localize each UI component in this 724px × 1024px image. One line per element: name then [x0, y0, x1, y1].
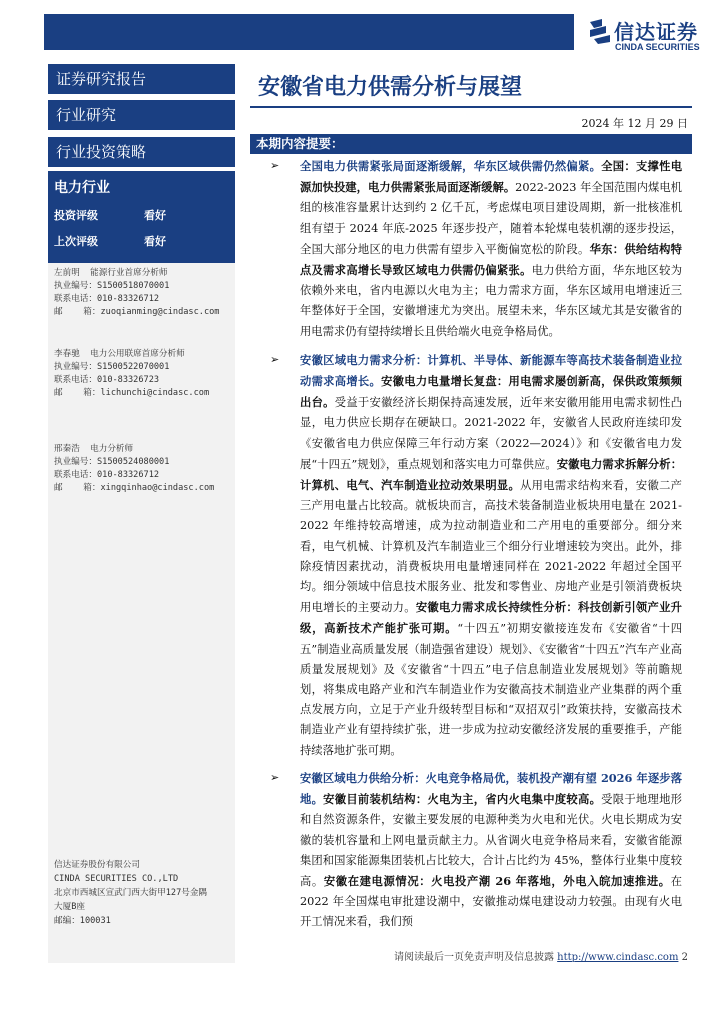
analyst-card [54, 348, 209, 400]
analyst-card [54, 267, 219, 319]
analyst-name: 左前明 能源行业首席分析师 [54, 268, 168, 278]
company-info [54, 858, 207, 928]
analyst-phone: 联系电话：010-83326712 [54, 294, 160, 304]
header-stripe [44, 14, 574, 50]
analyst-name: 李春驰 电力公用联席首席分析师 [54, 349, 185, 359]
category-label: 行业研究 [48, 100, 235, 130]
analyst-phone: 联系电话：010-83326712 [54, 470, 160, 480]
website-link[interactable]: http://www.cindasc.com [557, 952, 679, 963]
bullet-arrow-icon: ➢ [270, 770, 280, 784]
logo-text-cn: 信达证券 [614, 20, 698, 44]
disclaimer-note: 请阅读最后一页免责声明及信息披露 [393, 952, 554, 963]
prev-rating-label: 上次评级 [54, 235, 98, 248]
analyst-email[interactable]: 邮 箱：lichunchi@cindasc.com [54, 388, 210, 398]
prev-rating-value: 看好 [144, 235, 166, 248]
strategy-label: 行业投资策略 [48, 137, 235, 167]
logo-text-en: CINDA SECURITIES [615, 42, 700, 52]
summary-paragraph: ➢ 安徽区域电力供给分析：火电竞争格局优，装机投产潮有望 2026 年逐步落地。安徽目前装机结构：火电为主，省内火电集中度较高。受限于地理地形和自然资源条件，安徽主要发展的电源种类为火电和光伏。火电长期成为安徽的装机容量和上网电量贡献主力。从省调火电竞争格局来看，安徽省能源集团和国家能源集团装机占比较大，合计占比约为 45%，整体行业集中度较高。安徽在建电源情况：火电投产潮 26 年落地，外电入皖加速推进。在 2022 年全国煤电审批建设潮中，安徽推动煤电建设动力较强。由现有火电开工情况来看，我们预 [250, 768, 692, 933]
page-title: 安徽省电力供需分析与展望 [258, 75, 523, 100]
page-number: 2 [681, 952, 688, 963]
analyst-card [54, 443, 214, 495]
company-name-cn: 信达证券股份有限公司 [54, 860, 140, 870]
analyst-cert: 执业编号：S1500522070001 [54, 362, 170, 372]
rating-panel [48, 171, 235, 263]
analyst-name: 邢秦浩 电力分析师 [54, 444, 134, 454]
company-logo [588, 10, 708, 56]
bullet-arrow-icon: ➢ [270, 352, 280, 366]
report-date: 2024 年 12 月 29 日 [581, 117, 688, 130]
analyst-cert: 执业编号：S1500524080001 [54, 457, 170, 467]
company-postcode: 邮编：100031 [54, 916, 111, 926]
page-footer [394, 948, 688, 963]
company-address: 北京市西城区宣武门西大街甲127号金隅 [54, 888, 208, 898]
bullet-arrow-icon: ➢ [270, 159, 280, 172]
analyst-phone: 联系电话：010-83326723 [54, 375, 160, 385]
company-address-cont: 大厦B座 [54, 902, 85, 912]
logo-mark-icon [588, 18, 612, 44]
summary-bullets [250, 156, 692, 933]
summary-paragraph: ➢ 安徽区域电力需求分析：计算机、半导体、新能源车等高技术装备制造业拉动需求高增长。安徽电力电量增长复盘：用电需求屡创新高，保供政策频频出台。受益于安徽经济长期保持高速发展，近年来安徽用能用电需求韧性凸显，电力供应长期存在硬缺口。2021-2022 年，安徽省人民政府连续印发《安徽省电力供应保障三年行动方案（2022—2024）》和《安徽省电力发展“十四五”规划》，重点规划和落实电力可靠供应。安徽电力需求拆解分析：计算机、电气、汽车制造业拉动效果明显。从用电需求结构来看，安徽二产三产用电量占比较高。就板块而言，高技术装备制造业板块用电量在 2021-2022 年维持较高增速，成为拉动制造业和二产用电的重要部分。细分来看，电气机械、计算机及汽车制造业三个细分行业增速较为突出。此外，排除疫情因素扰动，消费板块用电量增速同样在 2021-2022 年超过全国平均。细分领域中信息技术服务业、批发和零售业、房地产业是引领消费板块用电增长的主要动力。安徽电力需求成长持续性分析：科技创新引领产业升级，高新技术产能扩张可期。“十四五”初期安徽接连发布《安徽省“十四五”制造业高质量发展（制造强省建设）规划》、《安徽省“十四五”汽车产业高质量发展规划》及《安徽省“十四五”电子信息制造业发展规划》等前瞻规划，将集成电路产业和汽车制造业作为安徽高技术制造业产业集群的两个重点发展方向，立足于产业升级转型目标和“双招双引”政策扶持，安徽高技术制造业产业有望持续扩张，进一步成为拉动安徽经济发展的重要推手，产能持续落地扩张可期。 [250, 350, 692, 761]
summary-paragraph: ➢ 全国电力供需紧张局面逐渐缓解，华东区域供需仍然偏紧。全国：支撑性电源加快投建，电力供需紧张局面逐渐缓解。2022-2023 年全国范围内煤电机组的核准容量累计达到约 2 亿千瓦，考虑煤电项目建设周期，新一批核准机组有望于 2024 年底-2025 年逐步投产，随着本轮煤电装机潮的逐步投运，全国大部分地区的电力供需有望步入平衡偏宽松的阶段。华东：供给结构特点及需求高增长导致区域电力供需仍偏紧张。电力供给方面，华东地区较为依赖外来电，省内电源以火电为主；电力需求方面，华东区域用电增速近三年整体好于全国，安徽增速尤为突出。展望未来，华东区域尤其是安徽省的用电需求仍有望持续增长且供给端火电竞争格局优。 [250, 156, 692, 342]
analyst-email[interactable]: 邮 箱：xingqinhao@cindasc.com [54, 483, 215, 493]
rating-label: 投资评级 [54, 209, 98, 222]
industry-label: 电力行业 [54, 180, 110, 196]
analyst-cert: 执业编号：S1500518070001 [54, 281, 170, 291]
summary-heading: 本期内容提要： [250, 134, 692, 154]
analyst-email[interactable]: 邮 箱：zuoqianming@cindasc.com [54, 307, 220, 317]
rating-value: 看好 [144, 209, 166, 222]
company-name-en: CINDA SECURITIES CO.,LTD [54, 874, 179, 884]
title-divider [250, 106, 692, 108]
report-type-label: 证券研究报告 [48, 64, 235, 94]
